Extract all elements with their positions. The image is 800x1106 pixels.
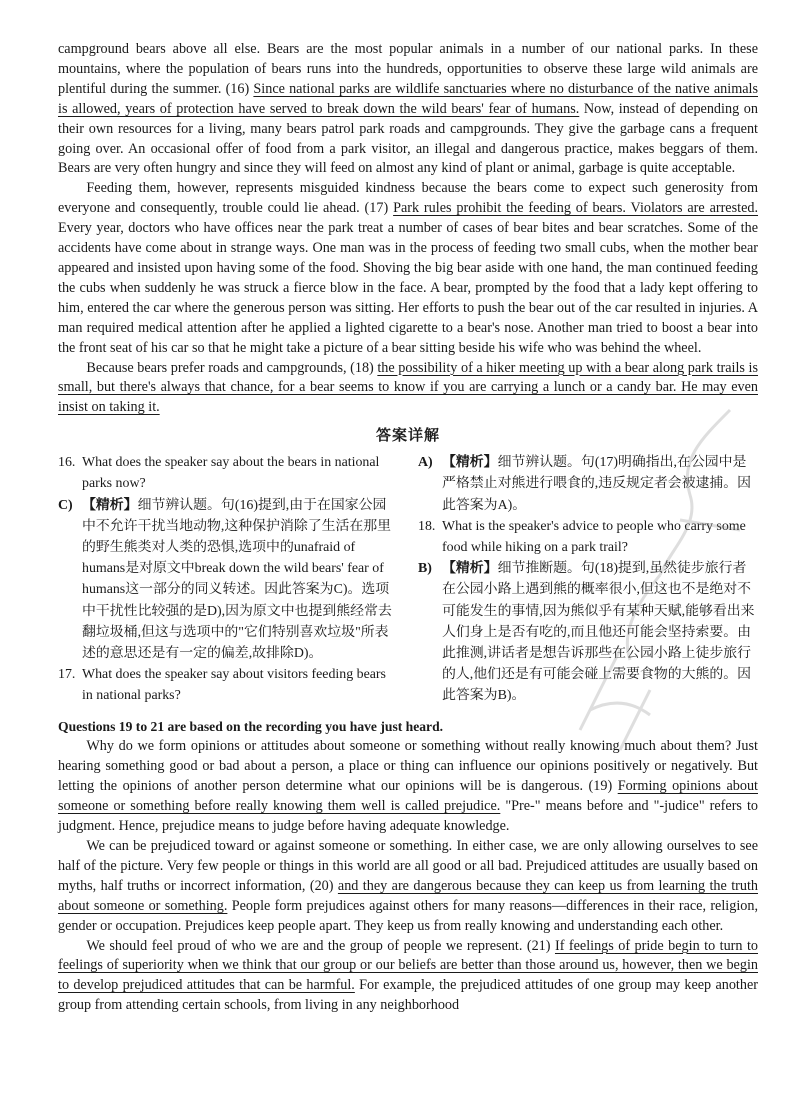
answer-letter: A) xyxy=(418,455,433,471)
document-page xyxy=(58,40,758,1016)
underlined-key-sentence: and they are dangerous because they can keep us from learning the truth about someone or something. xyxy=(58,877,758,914)
text-run: We can be prejudiced toward or against someone or something. In either case, we are only allowing ourselves to see half of the picture. Very few people or things in this world are all good or all bad. Prejudiced attitudes are usually based on myths, half truths or incorrect information, (20) xyxy=(58,838,758,894)
text-run: We should feel proud of who we are and the group of people we represent. (21) xyxy=(86,937,555,954)
answer-letter: B) xyxy=(418,561,432,577)
question-text: What does the speaker say about the bears in national parks now? xyxy=(82,455,380,492)
paragraph xyxy=(58,40,758,179)
analysis-tag: 【精析】 xyxy=(82,497,138,513)
paragraph xyxy=(58,937,758,1017)
question-text: What does the speaker say about visitors feeding bears in national parks? xyxy=(82,667,386,704)
answer-16 xyxy=(58,495,398,665)
question-number: 17. xyxy=(58,667,76,683)
analysis-text: 细节辨认题。句(16)提到,由于在国家公园中不允许干扰当地动物,这种保护消除了生活在那里的野生熊类对人类的恐惧,选项中的unafraid of humans是对原文中break down the wild bears' fear of humans这一部分的同义转述。因此答案为C)。选项中干扰性比较强的是D),因为原文中也提到熊经常去翻垃圾桶,但这与选项中的"它们特别喜欢垃圾"所表述的意思还是有一定的偏差,故排除D)。 xyxy=(82,497,392,661)
underlined-key-sentence: the possibility of a hiker meeting up with a bear along park trails is small, but there's always that chance, for a bear seems to know if you are carrying a lunch or a candy bar. He may even insist on taking it. xyxy=(58,359,759,416)
analysis-text: 细节辨认题。句(17)明确指出,在公园中是严格禁止对熊进行喂食的,违反规定者会被逮捕。因此答案为A)。 xyxy=(442,455,752,513)
question-18 xyxy=(418,516,758,558)
answer-17 xyxy=(418,452,758,516)
text-run: Now, instead of depending on their own resources for a living, many bears patrol park roads and campgrounds. They give the garbage cans a frequent going over. An occasional offer of food from a park visitor, an illegal and dangerous practice, makes beggars of them. Bears are very often hungry and since they will feed on almost any kind of plant or animal, garbage is quite acceptable. xyxy=(58,100,758,177)
section-title: 答案详解 xyxy=(375,426,440,445)
question-16 xyxy=(58,452,398,494)
underlined-key-sentence: Forming opinions about someone or something before really knowing them well is called prejudice. xyxy=(58,778,758,815)
answer-columns xyxy=(58,452,758,706)
paragraph xyxy=(58,359,758,419)
underlined-key-sentence: Since national parks are wildlife sanctuaries where no disturbance of the native animals is allowed, years of protection have served to break down the wild bears' fear of humans. xyxy=(58,80,758,117)
text-run: People form prejudices against others for many reasons—differences in their race, religion, gender or occupation. Prejudices keep people apart. They keep us from really knowing and understanding each other. xyxy=(58,897,758,934)
text-run: "Pre-" means before and "-judice" refers to judgment. Hence, prejudice means to judge before having adequate knowledge. xyxy=(58,798,759,835)
question-number: 18. xyxy=(418,518,436,534)
analysis-tag: 【精析】 xyxy=(442,561,498,577)
text-run: Why do we form opinions or attitudes about someone or something without really knowing much about them? Just hearing something good or bad about a person, a place or thing can influence our opinions positively or negatively. But letting the opinions of another person determine what our opinions will be is dangerous. (19) xyxy=(58,738,758,795)
text-run: campground bears above all else. Bears are the most popular animals in a number of our national parks. In these mountains, where the population of bears runs into the hundreds, opportunities to observe these large wild animals are plentiful during the summer. (16) xyxy=(58,41,758,97)
answer-letter: C) xyxy=(58,497,73,513)
text-run: Every year, doctors who have offices near the park treat a number of cases of bear bites and bear scratches. Some of the accidents have come about in strange ways. One man was in the process of feeding two small cubs, when the mother bear appeared and insisted upon having some of the food. Shoving the big bear aside with one hand, the man continued feeding the cubs when suddenly he was struck a fierce blow in the face. A bear, prompted by the food that a lady kept offering to him, entered the car where the generous person was sitting. Her efforts to push the bear out of the car resulted in injuries. A man required medical attention after he applied a lighted cigarette to a bear's nose. Another man tried to boost a bear into the front seat of his car so that he might take a picture of a bear sitting beside his wife who was behind the wheel. xyxy=(58,220,758,356)
question-17 xyxy=(58,664,398,706)
paragraph xyxy=(58,737,758,837)
left-column xyxy=(58,452,398,706)
text-run: Feeding them, however, represents misguided kindness because the bears come to expect such generosity from everyone and consequently, trouble could lie ahead. (17) xyxy=(58,180,758,217)
paragraph xyxy=(58,179,758,358)
answer-18 xyxy=(418,558,758,706)
text-run: For example, the prejudiced attitudes of one group may keep another group from attending certain schools, from living in any neighborhood xyxy=(58,977,758,1014)
question-text: What is the speaker's advice to people who carry some food while hiking on a park trail? xyxy=(442,518,746,555)
question-number: 16. xyxy=(58,455,76,471)
right-column xyxy=(418,452,758,706)
questions-heading: Questions 19 to 21 are based on the recording you have just heard. xyxy=(58,718,444,734)
analysis-tag: 【精析】 xyxy=(442,455,498,471)
analysis-text: 细节推断题。句(18)提到,虽然徒步旅行者在公园小路上遇到熊的概率很小,但这也不是绝对不可能发生的事情,因为熊似乎有某种天赋,能够看出来人们身上是否有吃的,而且他还可能会坚持索要。由此推测,讲话者是想告诉那些在公园小路上徒步旅行的人,他们还是有可能会碰上需要食物的大熊的。因此答案为B)。 xyxy=(442,561,755,704)
text-run: Because bears prefer roads and campgrounds, (18) xyxy=(86,359,378,376)
underlined-key-sentence: If feelings of pride begin to turn to feelings of superiority when we think that our group or our beliefs are better than those around us, however, then we begin to develop prejudiced attitudes that can be harmful. xyxy=(58,937,758,994)
underlined-key-sentence: Park rules prohibit the feeding of bears. Violators are arrested. xyxy=(393,200,759,217)
paragraph xyxy=(58,837,758,937)
